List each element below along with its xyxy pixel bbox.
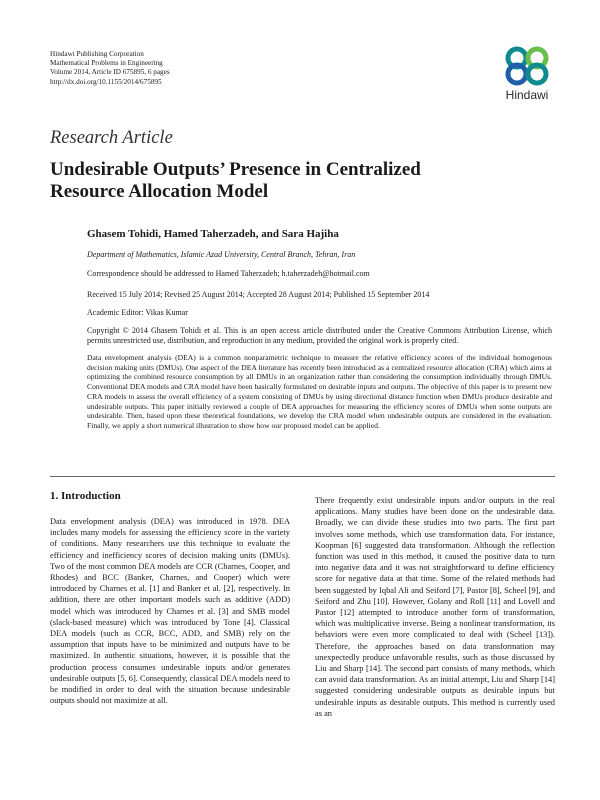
copyright-notice: Copyright © 2014 Ghasem Tohidi et al. This is an open access article distributed under the Creative Commons Attribution License, which permits unrestricted use, distribution, and reproduction in any medium, provided the original work is properly cited.	[87, 326, 552, 346]
doi-link[interactable]: http://dx.doi.org/10.1155/2014/675895	[50, 77, 162, 86]
article-type: Research Article	[50, 128, 173, 148]
publisher-name: Hindawi Publishing Corporation	[50, 50, 144, 58]
volume-info: Volume 2014, Article ID 675895, 6 pages	[50, 68, 170, 77]
body-column-left: Data envelopment analysis (DEA) was introduced in 1978. DEA includes many models for assessing the efficiency score in the variety of conditions. Many researchers use this technique to evaluate the efficiency and inefficiency scores of decision making units (DMUs). Two of the most common DEA models are CCR (Charnes, Cooper, and Rhodes) and BCC (Banker, Charnes, and Cooper) which were introduced by Charnes et al. [1] and Banker et al. [2], respectively. In addition, there are other important models such as additive (ADD) model which was introduced by Charnes et al. [3] and SMB model (slack-based measure) which was introduced by Tone [4]. Classical DEA models (such as CCR, BCC, ADD, and SMB) rely on the assumption that inputs have to be minimized and outputs have to be maximized. In authentic situations, however, it is possible that the production process consumes undesirable inputs and/or generates undesirable outputs [5, 6]. Consequently, classical DEA models need to be modified in order to deal with the situation because undesirable outputs should not maximize at all.	[50, 517, 290, 706]
article-title: Undesirable Outputs’ Presence in Centralized Resource Allocation Model	[50, 159, 421, 202]
section-divider	[50, 476, 555, 477]
hindawi-logo	[497, 44, 557, 106]
correspondence: Correspondence should be addressed to Hamed Taherzadeh; h.taherzadeh@hotmail.com	[87, 269, 370, 278]
logo-wordmark: Hindawi	[505, 88, 549, 102]
academic-editor: Academic Editor: Vikas Kumar	[87, 308, 188, 317]
journal-header	[50, 50, 170, 87]
journal-name: Mathematical Problems in Engineering	[50, 59, 163, 68]
body-column-right: There frequently exist undesirable inputs and/or outputs in the real applications. Many studies have been done on the undesirable data. Broadly, we can divide these studies into two parts. The first part involves some methods, which use transformation data. For instance, Koopman [6] suggested data transformation. Although the reflection function was used in this method, it caused the positive data to turn into negative data and it was not straightforward to define efficiency score for negative data at that time. Some of the related methods had been suggested by Iqbal Ali and Seiford [7], Pastor [8], Scheel [9], and Seiford and Zhu [10]. However, Golany and Roll [11] and Lovell and Pastor [12] attempted to introduce another form of transformation, which was multiplicative inverse. Being a nonlinear transformation, its behaviors were even more complicated to deal with (Scheel [13]). Therefore, the approaches based on data transformation may unexpectedly produce unfavorable results, such as those discussed by Liu and Sharp [14]. The second part consists of many methods, which can avoid data transformation. As an initial attempt, Liu and Sharp [14] suggested considering undesirable outputs as desirable inputs but undesirable inputs as desirable outputs. This method is currently used as an	[315, 496, 555, 718]
author-list: Ghasem Tohidi, Hamed Taherzadeh, and Sara Hajiha	[87, 228, 339, 240]
abstract: Data envelopment analysis (DEA) is a common nonparametric technique to measure the relative efficiency scores of the individual homogenous decision making units (DMUs). One aspect of the DEA literature has recently been introduced as a centralized resource allocation (CRA) which aims at optimizing the combined resource consumption by all DMUs in an organization rather than considering the consumption individually through DMUs. Conventional DEA models and CRA model have been basically formulated on desirable inputs and outputs. The objective of this paper is to present new CRA models to assess the overall efficiency of a system consisting of DMUs by using directional distance function when DMUs produce desirable and undesirable outputs. This paper initially reviewed a couple of DEA approaches for measuring the efficiency scores of DMUs when some outputs are undesirable. Then, based upon these theoretical foundations, we develop the CRA model when undesirable outputs are considered in the evaluation. Finally, we apply a short numerical illustration to show how our proposed model can be applied.	[87, 353, 552, 430]
section-heading: 1. Introduction	[50, 490, 121, 502]
publication-dates: Received 15 July 2014; Revised 25 August 2014; Accepted 28 August 2014; Published 15 September 2014	[87, 290, 430, 299]
affiliation: Department of Mathematics, Islamic Azad University, Central Branch, Tehran, Iran	[87, 250, 356, 259]
